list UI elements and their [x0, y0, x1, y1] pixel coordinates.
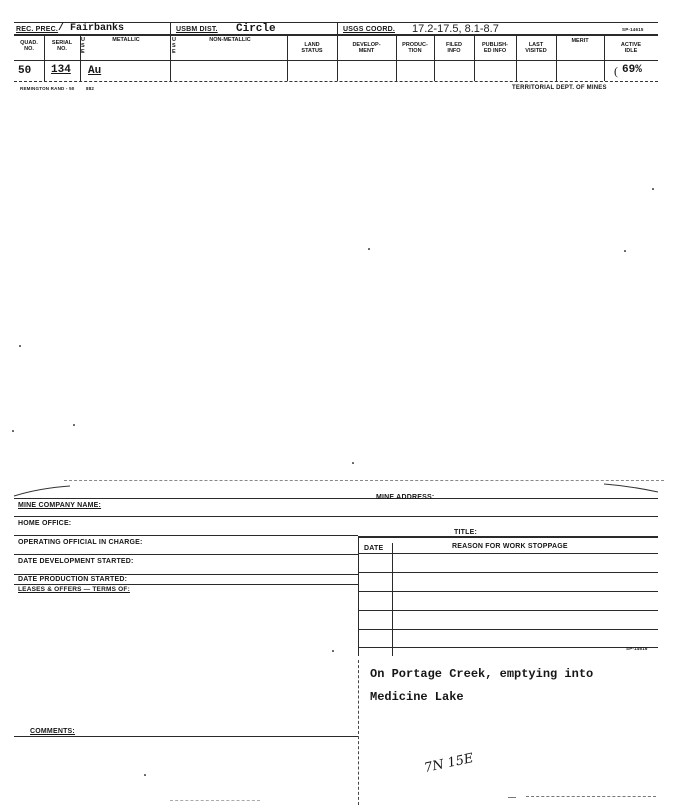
card-edge-vertical — [358, 660, 359, 805]
date-production-label: DATE PRODUCTION STARTED: — [18, 576, 128, 583]
table-rule — [358, 610, 658, 611]
top-card-rule-2 — [14, 34, 658, 36]
form-rule — [14, 535, 358, 536]
handwritten-note: 7N 15E — [422, 750, 475, 777]
column-header-use: U S E — [172, 37, 176, 55]
date-development-label: DATE DEVELOPMENT STARTED: — [18, 558, 134, 565]
scan-speck — [332, 650, 334, 652]
usgs-coord-value: 17.2-17.5, 8.1-8.7 — [412, 23, 499, 35]
active-idle-value: 69% — [622, 64, 642, 76]
quad-number: 50 — [18, 65, 32, 77]
column-header-land-status: LAND STATUS — [301, 42, 323, 54]
column-header-production: PRODUC- TION — [402, 42, 428, 54]
column-header-quad-no: QUAD. NO. — [20, 40, 38, 52]
table-rule — [358, 553, 658, 554]
mine-company-name-label: MINE COMPANY NAME: — [18, 502, 102, 509]
rec-prec-value: / Fairbanks — [58, 23, 125, 34]
mine-address-label: MINE ADDRESS: — [376, 494, 435, 501]
column-header-active-idle: ACTIVE IDLE — [620, 42, 642, 54]
form-number: SP-14615 — [622, 27, 644, 32]
column-header-published-info: PUBLISH- ED INFO — [482, 42, 508, 54]
table-divider — [358, 536, 359, 656]
home-office-label: HOME OFFICE: — [18, 520, 72, 527]
location-note-line-1: On Portage Creek, emptying into — [370, 667, 594, 681]
active-idle-mark: ( — [614, 64, 618, 78]
scan-speck — [144, 774, 146, 776]
scan-speck — [73, 424, 75, 426]
leases-label: LEASES & OFFERS — TERMS OF: — [18, 586, 130, 593]
top-card-divider — [337, 22, 338, 34]
location-note-line-2: Medicine Lake — [370, 690, 464, 704]
table-rule — [358, 647, 658, 648]
scan-speck — [352, 462, 354, 464]
form-rule — [14, 736, 358, 737]
scan-speck — [368, 248, 370, 250]
table-rule — [358, 572, 658, 573]
column-header-development: DEVELOP- MENT — [352, 42, 381, 54]
column-header-use: U S E — [81, 37, 85, 55]
serial-number: 134 — [51, 64, 71, 76]
title-label: TITLE: — [454, 529, 477, 536]
form-number-bottom: SP-14616 — [626, 646, 648, 651]
top-card-rule-4 — [14, 81, 658, 82]
scan-speck — [19, 345, 21, 347]
column-header-metallic: METALLIC — [112, 37, 140, 43]
metallic-commodity: Au — [88, 65, 102, 77]
form-rule — [14, 574, 358, 575]
usgs-coord-label: USGS COORD. — [343, 26, 395, 33]
form-rule — [14, 584, 358, 585]
column-header-merit: MERIT — [571, 38, 589, 44]
column-header-non-metallic: NON-METALLIC — [209, 37, 251, 43]
scan-noise — [526, 796, 656, 797]
scan-speck — [12, 430, 14, 432]
form-rule — [14, 498, 658, 499]
top-card-rule-3 — [14, 60, 658, 61]
scan-speck — [624, 250, 626, 252]
scan-noise — [170, 800, 260, 801]
department-imprint: TERRITORIAL DEPT. OF MINES — [512, 85, 607, 91]
top-card-divider — [170, 22, 171, 81]
table-rule — [358, 629, 658, 630]
date-column-header: DATE — [364, 545, 384, 552]
column-header-filed-info: FILED INFO — [446, 42, 462, 54]
form-rule — [14, 516, 658, 517]
table-divider — [392, 543, 393, 656]
printer-imprint: REMINGTON RAND - 50 — [20, 86, 75, 91]
scan-speck — [652, 188, 654, 190]
form-rule — [358, 536, 658, 538]
scan-noise — [508, 797, 516, 798]
form-rule — [14, 554, 358, 555]
usbm-dist-label: USBM DIST. — [176, 26, 218, 33]
operating-official-label: OPERATING OFFICIAL IN CHARGE: — [18, 539, 143, 546]
column-header-last-visited: LAST VISITED — [525, 42, 547, 54]
column-header-serial-no: SERIAL NO. — [51, 40, 73, 52]
card-edge-curves — [0, 474, 678, 498]
comments-label: COMMENTS: — [30, 728, 75, 735]
table-rule — [358, 591, 658, 592]
printer-code: 882 — [86, 86, 95, 91]
usbm-dist-value: Circle — [236, 23, 276, 35]
reason-column-header: REASON FOR WORK STOPPAGE — [452, 543, 568, 550]
rec-prec-label: REC. PREC. — [16, 26, 59, 33]
